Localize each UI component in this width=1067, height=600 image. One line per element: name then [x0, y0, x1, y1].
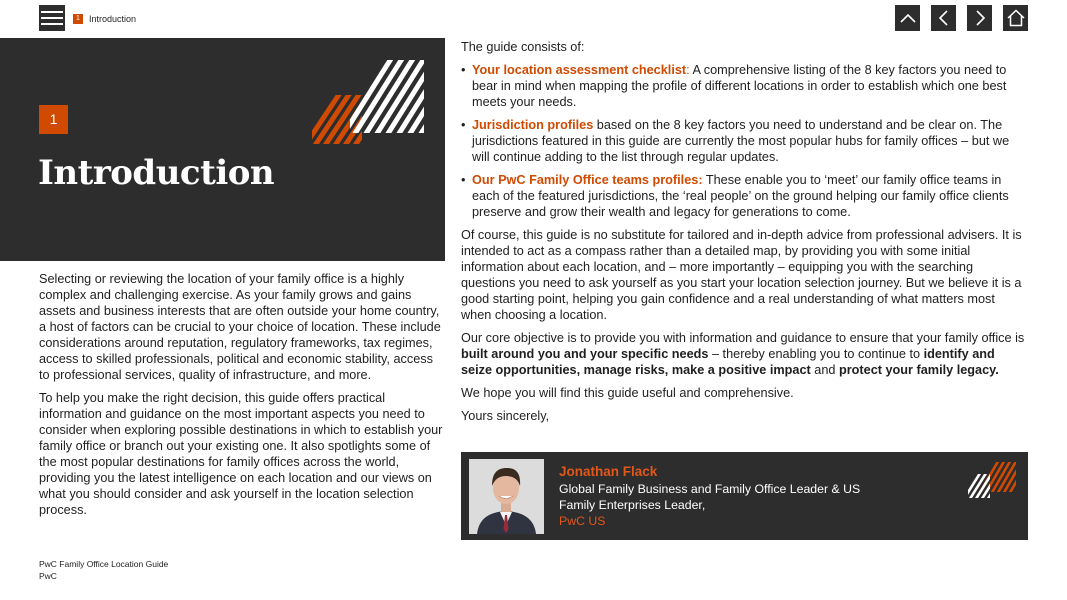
home-icon	[1006, 8, 1026, 28]
hero-banner	[0, 38, 445, 261]
hamburger-bar	[41, 17, 63, 19]
author-name: Jonathan Flack	[559, 464, 658, 479]
breadcrumb-label: Introduction	[89, 14, 137, 24]
breadcrumb[interactable]	[73, 14, 136, 24]
author-card	[461, 452, 1028, 540]
previous-page-button[interactable]	[931, 5, 956, 31]
list-item	[461, 62, 1027, 110]
objective-paragraph	[461, 330, 1027, 378]
page-title: Introduction	[38, 153, 275, 193]
hamburger-menu-icon	[41, 11, 63, 13]
closing-paragraph: We hope you will find this guide useful and comprehensive.	[461, 386, 794, 400]
objective-bold: protect your family legacy.	[838, 363, 999, 377]
author-title-line-1: Global Family Business and Family Office Leader & US	[559, 482, 861, 496]
signoff: Yours sincerely,	[461, 409, 550, 423]
objective-text: – thereby enabling you to continue to	[708, 347, 924, 361]
bullet-title: Your location assessment checklist	[472, 63, 687, 77]
hamburger-menu-button[interactable]	[39, 5, 65, 31]
chapter-number-badge: 1	[39, 105, 68, 134]
bullet-text: A comprehensive listing of the 8 key factors you need to bear in mind when mapping the profile of different locations in order to establish which one best meets your needs.	[472, 63, 1007, 109]
list-item	[461, 172, 1027, 220]
intro-paragraph-2: To help you make the right decision, this guide offers practical information and guidance on the most important aspects you need to consider when exploring possible destinations in which to establish your family office or branch out your existing one. It also spotlights some of the most popular destinations for family offices across the world, providing you the latest intelligence on each location and our views on what you should consider and ask yourself in the location selection process.	[39, 391, 443, 517]
bullet-title: Jurisdiction profiles	[472, 118, 594, 132]
objective-bold: built around you and your specific needs	[461, 347, 709, 361]
right-column	[461, 39, 1027, 431]
advice-paragraph: Of course, this guide is no substitute for tailored and in-depth advice from professional advisers. It is intended to act as a compass rather than a detailed map, by providing you with some initial information about each location, and – more importantly – equipping you with the searching questions you need to ask yourself as you start your location selection journey. But we believe it is a good starting point, helping you gain confidence and a real understanding of what matters most when choosing a location.	[461, 228, 1022, 322]
intro-paragraph-1: Selecting or reviewing the location of your family office is a highly complex and challenging exercise. As your family grows and gains assets and business interests that are often outside your home country, a host of factors can be crucial to your choice of location. These include considerations around reputation, regulatory frameworks, tax regimes, access to skilled professionals, political and economic stability, access to professional services, quality of infrastructure, and more.	[39, 272, 441, 382]
hamburger-bar	[41, 23, 63, 25]
objective-text: Our core objective is to provide you with information and guidance to ensure that your family office is	[461, 331, 1025, 345]
page-footer	[39, 558, 168, 582]
author-title-line-2: Family Enterprises Leader,	[559, 498, 706, 512]
left-column	[39, 271, 445, 525]
author-organization: PwC US	[559, 514, 606, 528]
decorative-stripes-icon	[312, 60, 424, 144]
footer-document-title: PwC Family Office Location Guide	[39, 559, 169, 569]
bullet-text: based on the 8 key factors you need to understand and be clear on. The jurisdictions featured in this guide are currently the most popular hubs for family offices – but we will continue adding to the list through regular updates.	[472, 118, 1010, 164]
list-item	[461, 117, 1027, 165]
up-button[interactable]	[895, 5, 920, 31]
avatar	[469, 459, 544, 534]
bullet-separator: :	[686, 63, 690, 77]
guide-contents-list	[461, 62, 1027, 220]
chevron-right-icon	[970, 8, 990, 28]
breadcrumb-chapter-number: 1	[73, 14, 83, 24]
author-photo	[469, 459, 544, 534]
footer-brand: PwC	[39, 571, 57, 581]
objective-text: and	[810, 363, 839, 377]
guide-intro: The guide consists of:	[461, 40, 585, 54]
decorative-stripes-icon	[968, 462, 1016, 498]
home-button[interactable]	[1003, 5, 1028, 31]
chevron-up-icon	[898, 8, 918, 28]
objective-bold: identify and seize opportunities, manage risks, make a positive impact	[461, 347, 995, 377]
bullet-text: These enable you to ‘meet’ our family office teams in each of the featured jurisdictions, the ‘real people’ on the ground helping our family office clients preserve and grow their wealth and legacy for generations to come.	[472, 173, 1009, 219]
next-page-button[interactable]	[967, 5, 992, 31]
chevron-left-icon	[934, 8, 954, 28]
bullet-title: Our PwC Family Office teams profiles:	[472, 173, 703, 187]
